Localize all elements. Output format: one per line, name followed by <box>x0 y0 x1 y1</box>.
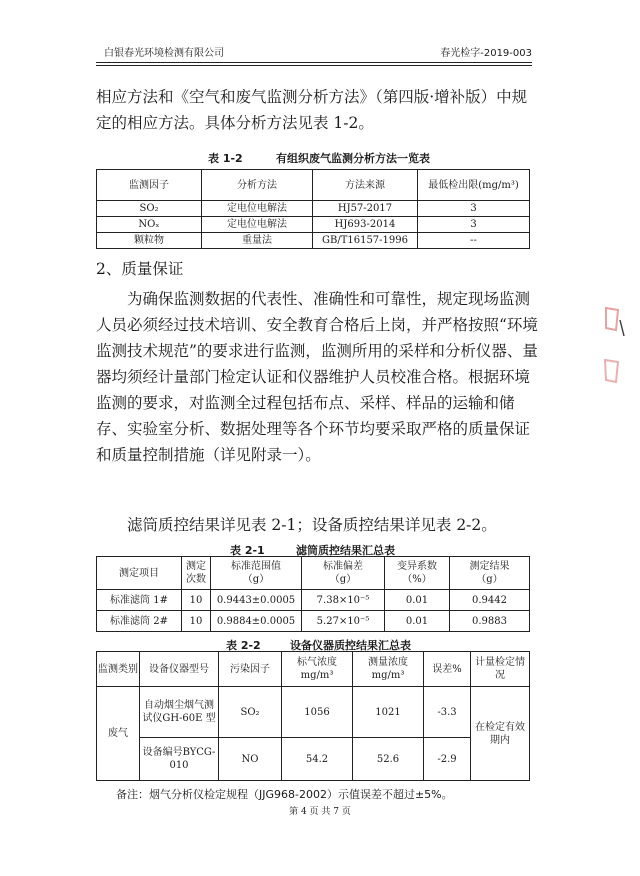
table-header-row <box>97 557 530 590</box>
paragraph-quality: 为确保监测数据的代表性、准确性和可靠性，规定现场监测人员必须经过技术培训、安全教育合格后上岗，并严格按照“环境监测技术规范”的要求进行监测，监测所用的采样和分析仪器、量器均须经计量部门检定认证和仪器维护人员校准合格。根据环境监测的要求，对监测全过程包括布点、采样、样品的运输和储存、实验室分析、数据处理等各个环节均要采取严格的质量保证和质量控制措施（详见附录一）。 <box>96 290 538 464</box>
table-2-2-caption: 设备仪器质控结果汇总表 <box>290 639 411 652</box>
cell: 54.2 <box>282 738 353 781</box>
header-std-conc <box>282 652 353 687</box>
cell: 3 <box>418 201 530 217</box>
cell: 3 <box>418 217 530 233</box>
header-detection-limit: 最低检出限(mg/m³) <box>418 170 530 201</box>
cell: GB/T16157-1996 <box>313 233 418 249</box>
section-heading-quality: 2、质量保证 <box>96 260 184 278</box>
cell: 设备编号BYCG-010 <box>140 738 219 781</box>
table-row <box>97 217 530 233</box>
header-cv-label: 变异系数 <box>397 561 437 572</box>
document-number: 春光检字-2019-003 <box>440 48 532 59</box>
cell: SO₂ <box>97 201 202 217</box>
cell: 重量法 <box>202 233 313 249</box>
table-row <box>97 687 530 738</box>
header-cv <box>385 557 450 590</box>
paragraph-methods: 相应方法和《空气和废气监测分析方法》（第四版·增补版）中规定的相应方法。具体分析方法见表 1-2。 <box>96 88 528 132</box>
table-2-1-caption: 滤筒质控结果汇总表 <box>296 544 395 557</box>
header-result-unit: （g） <box>476 574 503 585</box>
header-result-label: 测定结果 <box>469 561 510 572</box>
header-deviation-label: 标准偏差 <box>323 561 363 572</box>
cell: -2.9 <box>424 738 471 781</box>
cell: 0.9883 <box>450 611 530 632</box>
category-cell: 废气 <box>97 687 140 781</box>
cell: 0.01 <box>385 611 450 632</box>
cell: 自动烟尘烟气测试仪GH-60E 型 <box>140 687 219 738</box>
cell: 0.9442 <box>450 590 530 611</box>
cell: -- <box>418 233 530 249</box>
table-1-2-number: 表 1-2 <box>208 152 243 165</box>
header-item: 测定项目 <box>97 557 182 590</box>
cell: 颗粒物 <box>97 233 202 249</box>
header-count: 测定次数 <box>182 557 211 590</box>
header-source: 方法来源 <box>313 170 418 201</box>
header-result <box>450 557 530 590</box>
header-meas-conc <box>353 652 424 687</box>
header-error: 误差% <box>424 652 471 687</box>
table-2-2-number: 表 2-2 <box>226 639 261 652</box>
table-header-row <box>97 170 530 201</box>
cell: 1056 <box>282 687 353 738</box>
cell: 7.38×10⁻⁵ <box>302 590 385 611</box>
cell: -3.3 <box>424 687 471 738</box>
cell: 定电位电解法 <box>202 201 313 217</box>
cell: NOₓ <box>97 217 202 233</box>
header-range-unit: （g） <box>242 574 270 585</box>
cell: 52.6 <box>353 738 424 781</box>
header-rule-thin <box>96 65 532 66</box>
cell: HJ57-2017 <box>313 201 418 217</box>
header-category: 监测类别 <box>97 652 140 687</box>
company-name: 白银春光环境检测有限公司 <box>104 48 224 59</box>
header-cv-unit: （%） <box>402 574 432 585</box>
equipment-qc-table <box>96 651 530 781</box>
header-calibration: 计量检定情况 <box>471 652 530 687</box>
header-pollutant: 污染因子 <box>219 652 282 687</box>
header-std-conc-label: 标气浓度 <box>297 657 337 668</box>
page-footer: 第 4 页 共 7 页 <box>289 807 351 817</box>
cell: HJ693-2014 <box>313 217 418 233</box>
cell: 10 <box>182 611 211 632</box>
header-deviation <box>302 557 385 590</box>
table-1-2-caption: 有组织废气监测分析方法一览表 <box>276 152 430 165</box>
table-row <box>97 233 530 249</box>
paragraph-qc-refs: 滤筒质控结果详见表 2-1；设备质控结果详见表 2-2。 <box>127 516 497 534</box>
cell: 标准滤筒 2# <box>97 611 182 632</box>
table-row <box>97 201 530 217</box>
filter-qc-table <box>96 556 530 632</box>
cell: 10 <box>182 590 211 611</box>
header-factor: 监测因子 <box>97 170 202 201</box>
remark-note: 备注：烟气分析仪检定规程（JJG968-2002）示值误差不超过±5%。 <box>116 788 453 801</box>
table-row <box>97 738 530 781</box>
table-row <box>97 590 530 611</box>
cell: 5.27×10⁻⁵ <box>302 611 385 632</box>
table-row <box>97 611 530 632</box>
analysis-method-table <box>96 169 530 249</box>
cell: NO <box>219 738 282 781</box>
table-2-1-number: 表 2-1 <box>230 544 265 557</box>
header-deviation-unit: （g） <box>329 574 357 585</box>
cell: 定电位电解法 <box>202 217 313 233</box>
cell: 0.01 <box>385 590 450 611</box>
cell: 1021 <box>353 687 424 738</box>
header-model: 设备仪器型号 <box>140 652 219 687</box>
header-rule <box>96 62 532 63</box>
seal-stamp-fragment <box>600 300 626 390</box>
cell: 0.9443±0.0005 <box>211 590 302 611</box>
header-range <box>211 557 302 590</box>
table-header-row <box>97 652 530 687</box>
header-meas-conc-label: 测量浓度 <box>368 657 408 668</box>
header-std-conc-unit: mg/m³ <box>300 670 334 681</box>
cell: 标准滤筒 1# <box>97 590 182 611</box>
cell: 0.9884±0.0005 <box>211 611 302 632</box>
header-method: 分析方法 <box>202 170 313 201</box>
header-range-label: 标准范围值 <box>231 561 281 572</box>
cell: SO₂ <box>219 687 282 738</box>
header-meas-conc-unit: mg/m³ <box>371 670 405 681</box>
calibration-cell: 在检定有效期内 <box>471 687 530 781</box>
